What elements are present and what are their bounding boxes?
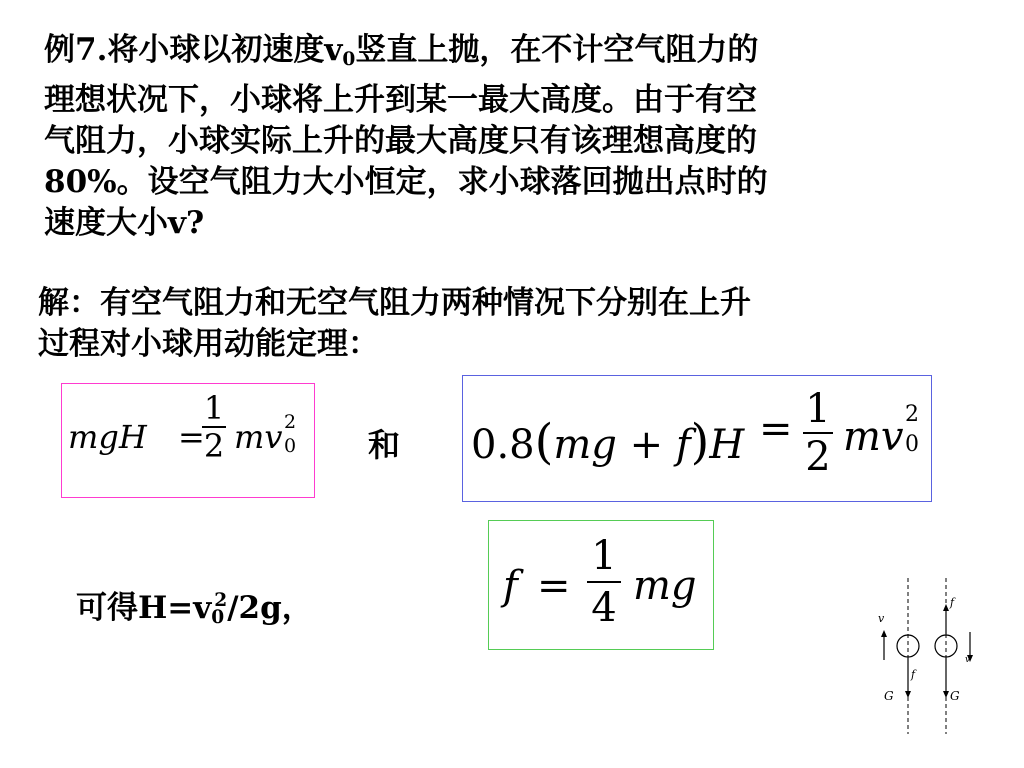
subscript-0: 0 [284,435,297,457]
equation-friction-rhs: mg [633,563,697,609]
arrowhead-up-icon [943,604,949,611]
problem-line-3: 气阻力，小球实际上升的最大高度只有该理想高度的 [44,123,757,159]
arrowhead-down-icon [943,691,949,698]
fraction-one-half: 1 2 [803,386,833,480]
problem-line-4: 80%。设空气阻力大小恒定，求小球落回抛出点时的 [44,164,768,200]
equation-box-with-drag [462,375,932,502]
connector-and: 和 [368,426,401,464]
label-f-down: f [911,668,916,681]
equation-box-friction [488,520,714,650]
exponent-2: 2 [284,411,297,433]
exponent-2: 2 [905,402,919,427]
equation-drag-rhs: mv [843,414,904,460]
equation-friction-lhs: f [503,563,518,609]
force-diagram [868,576,988,736]
ball-falling [935,635,957,657]
solution-intro [38,283,988,365]
problem-line-2: 理想状况下，小球将上升到某一最大高度。由于有空 [44,82,757,118]
fraction-one-quarter: 1 4 [587,531,621,633]
equals-sign: = [178,418,205,456]
label-f-up: f [950,596,955,609]
equation-drag-lhs: 0.8(mg + f)H [471,414,745,470]
arrowhead-down-icon [905,691,911,698]
ball-rising [897,635,919,657]
arrowhead-up-icon [881,630,887,637]
label-v-down: v [965,655,971,665]
label-g-left: G [884,689,894,703]
fraction-one-half: 1 2 [203,389,225,465]
label-g-right: G [950,689,960,703]
equation-ideal-rhs: mv [234,418,283,456]
equals-sign: = [537,563,571,609]
equals-sign: = [759,406,793,452]
label-v-up: v [878,612,885,625]
equation-ideal-lhs: mgH [68,418,147,456]
problem-statement [44,30,984,244]
problem-line-1: 例7.将小球以初速度$v_0$竖直上抛，在不计空气阻力的 [44,32,759,70]
solution-line-2: 过程对小球用动能定理： [38,326,379,362]
result-height-formula: 可得$H=v_0^2/2g$， [76,590,313,628]
subscript-0: 0 [905,432,919,457]
problem-line-5: 速度大小v? [44,205,205,241]
equation-box-ideal [61,383,315,498]
solution-line-1: 解：有空气阻力和无空气阻力两种情况下分别在上升 [38,285,751,321]
